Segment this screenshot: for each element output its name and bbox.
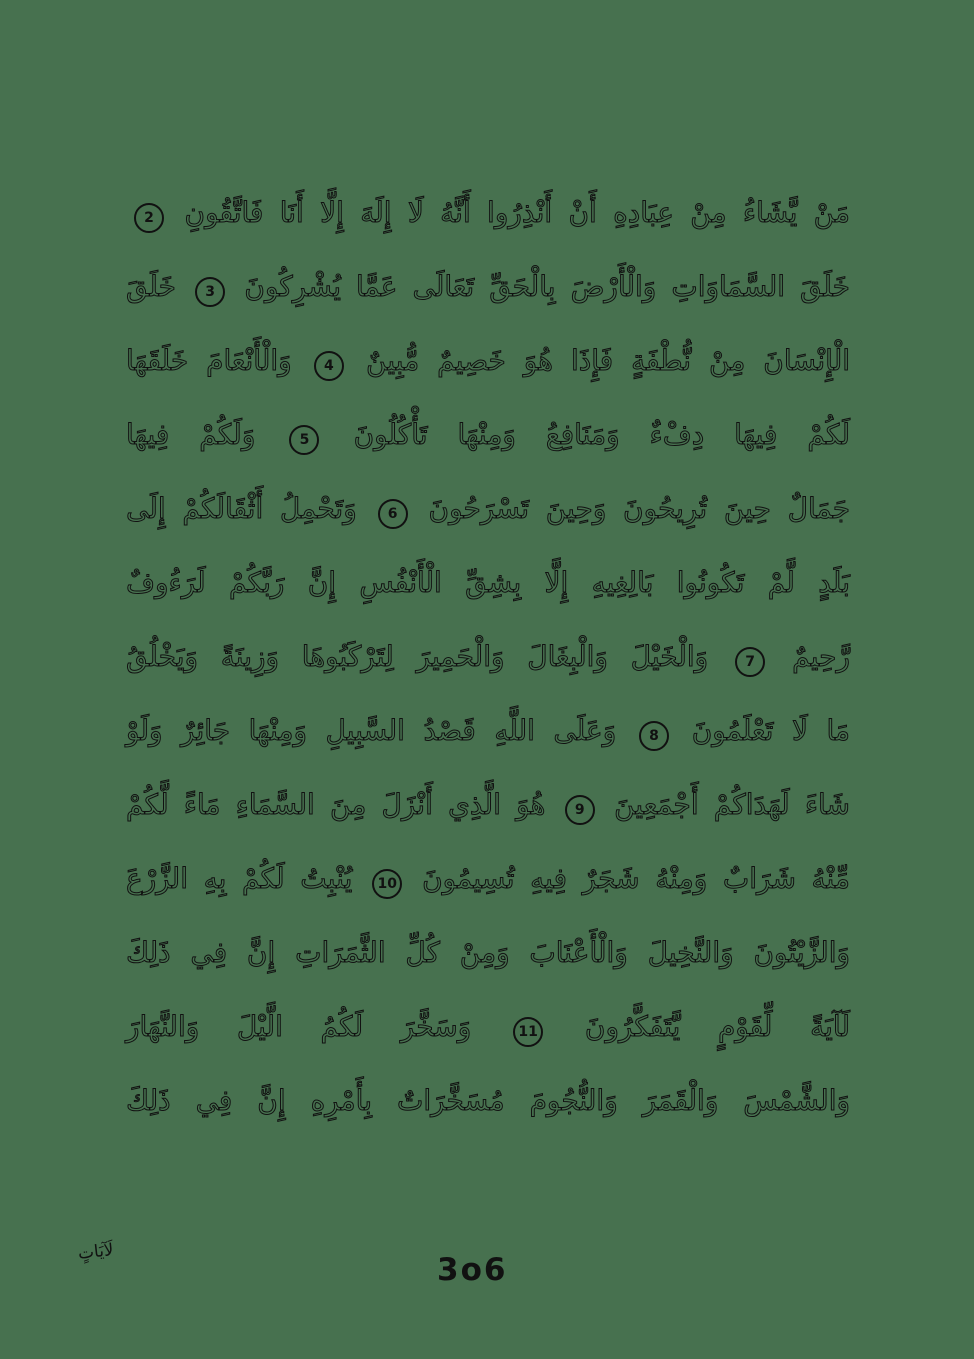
ayah-text: وَتَحْمِلُ أَثْقَالَكُمْ إِلَى (126, 492, 357, 525)
ayah-number-medallion: 6 (378, 499, 408, 529)
ayah-text: وَالْخَيْلَ وَالْبِغَالَ وَالْحَمِيرَ لِتَرْكَبُوهَا وَزِينَةً وَيَخْلُقُ (126, 640, 709, 673)
ayah-line (126, 916, 850, 990)
ayah-line (126, 398, 850, 472)
ayah-text: مِّنْهُ شَرَابٌ وَمِنْهُ شَجَرٌ فِيهِ تُسِيمُونَ (422, 862, 850, 895)
ayah-line (126, 990, 850, 1064)
ayah-text: يُنْبِتُ لَكُمْ بِهِ الزَّرْعَ (126, 862, 353, 895)
ayah-text: وَالشَّمْسَ وَالْقَمَرَ وَالنُّجُومَ مُسَخَّرَاتٌ بِأَمْرِهِ إِنَّ فِي ذَلِكَ (126, 1084, 850, 1117)
ayah-text: لَكُمْ فِيهَا دِفْءٌ وَمَنَافِعُ وَمِنْهَا تَأْكُلُونَ (353, 418, 850, 451)
ayah-text: هُوَ الَّذِي أَنْزَلَ مِنَ السَّمَاءِ مَاءً لَّكُمْ (126, 788, 546, 821)
ayah-number-medallion: 7 (735, 647, 765, 677)
ayah-text: جَمَالٌ حِينَ تُرِيحُونَ وَحِينَ تَسْرَحُونَ (428, 492, 850, 525)
page-number: 3o6 (437, 1252, 508, 1288)
ayah-line (126, 694, 850, 768)
ayah-number-medallion: 2 (134, 203, 164, 233)
ayah-line (126, 546, 850, 620)
ayah-line (126, 1064, 850, 1138)
ayah-text: خَلَقَ (126, 270, 176, 303)
ayah-line (126, 176, 850, 250)
catchword: لَآيَاتٍ (77, 1240, 115, 1264)
ayah-text: الْإِنْسَانَ مِنْ نُّطْفَةٍ فَإِذَا هُوَ خَصِيمٌ مُّبِينٌ (366, 344, 851, 377)
ayah-line (126, 842, 850, 916)
ayah-line (126, 768, 850, 842)
ayah-text: شَاءَ لَهَدَاكُمْ أَجْمَعِينَ (614, 788, 851, 821)
ayah-text: وَلَكُمْ فِيهَا (126, 418, 256, 451)
ayah-number-medallion: 4 (314, 351, 344, 381)
ayah-text-block (126, 176, 850, 1138)
ayah-text: مَا لَا تَعْلَمُونَ (691, 714, 850, 747)
ayah-line (126, 324, 850, 398)
ayah-text: وَالْأَنْعَامَ خَلَقَهَا (126, 344, 292, 377)
ayah-text: وَسَخَّرَ لَكُمُ الَّيْلَ وَالنَّهَارَ (126, 1010, 472, 1043)
ayah-text: مَنْ يَّشَاءُ مِنْ عِبَادِهِ أَنْ أَنْذِرُوا أَنَّهُ لَا إِلَهَ إِلَّا أَنَا فَاتَّقُونِ (184, 196, 850, 229)
ayah-text: رَّحِيمٌ (792, 640, 851, 673)
ayah-line (126, 620, 850, 694)
ayah-text: بَلَدٍ لَّمْ تَكُونُوا بَالِغِيهِ إِلَّا بِشِقِّ الْأَنْفُسِ إِنَّ رَبَّكُمْ لَرَءُوفٌ (126, 566, 850, 599)
ayah-number-medallion: 5 (289, 425, 319, 455)
ayah-text: وَالزَّيْتُونَ وَالنَّخِيلَ وَالْأَعْنَابَ وَمِنْ كُلِّ الثَّمَرَاتِ إِنَّ فِي ذَلِكَ (126, 936, 850, 969)
ayah-text: خَلَقَ السَّمَاوَاتِ وَالْأَرْضَ بِالْحَقِّ تَعَالَى عَمَّا يُشْرِكُونَ (244, 270, 850, 303)
ayah-text: وَعَلَى اللَّهِ قَصْدُ السَّبِيلِ وَمِنْهَا جَائِرٌ وَلَوْ (126, 714, 617, 747)
ayah-text: لَآيَةً لِّقَوْمٍ يَّتَفَكَّرُونَ (584, 1010, 850, 1043)
ayah-number-medallion: 9 (565, 795, 595, 825)
ayah-line (126, 472, 850, 546)
ayah-number-medallion: 3 (195, 277, 225, 307)
ayah-number-medallion: 8 (639, 721, 669, 751)
ayah-number-medallion: 10 (372, 869, 402, 899)
ayah-number-medallion: 11 (513, 1017, 543, 1047)
ayah-line (126, 250, 850, 324)
